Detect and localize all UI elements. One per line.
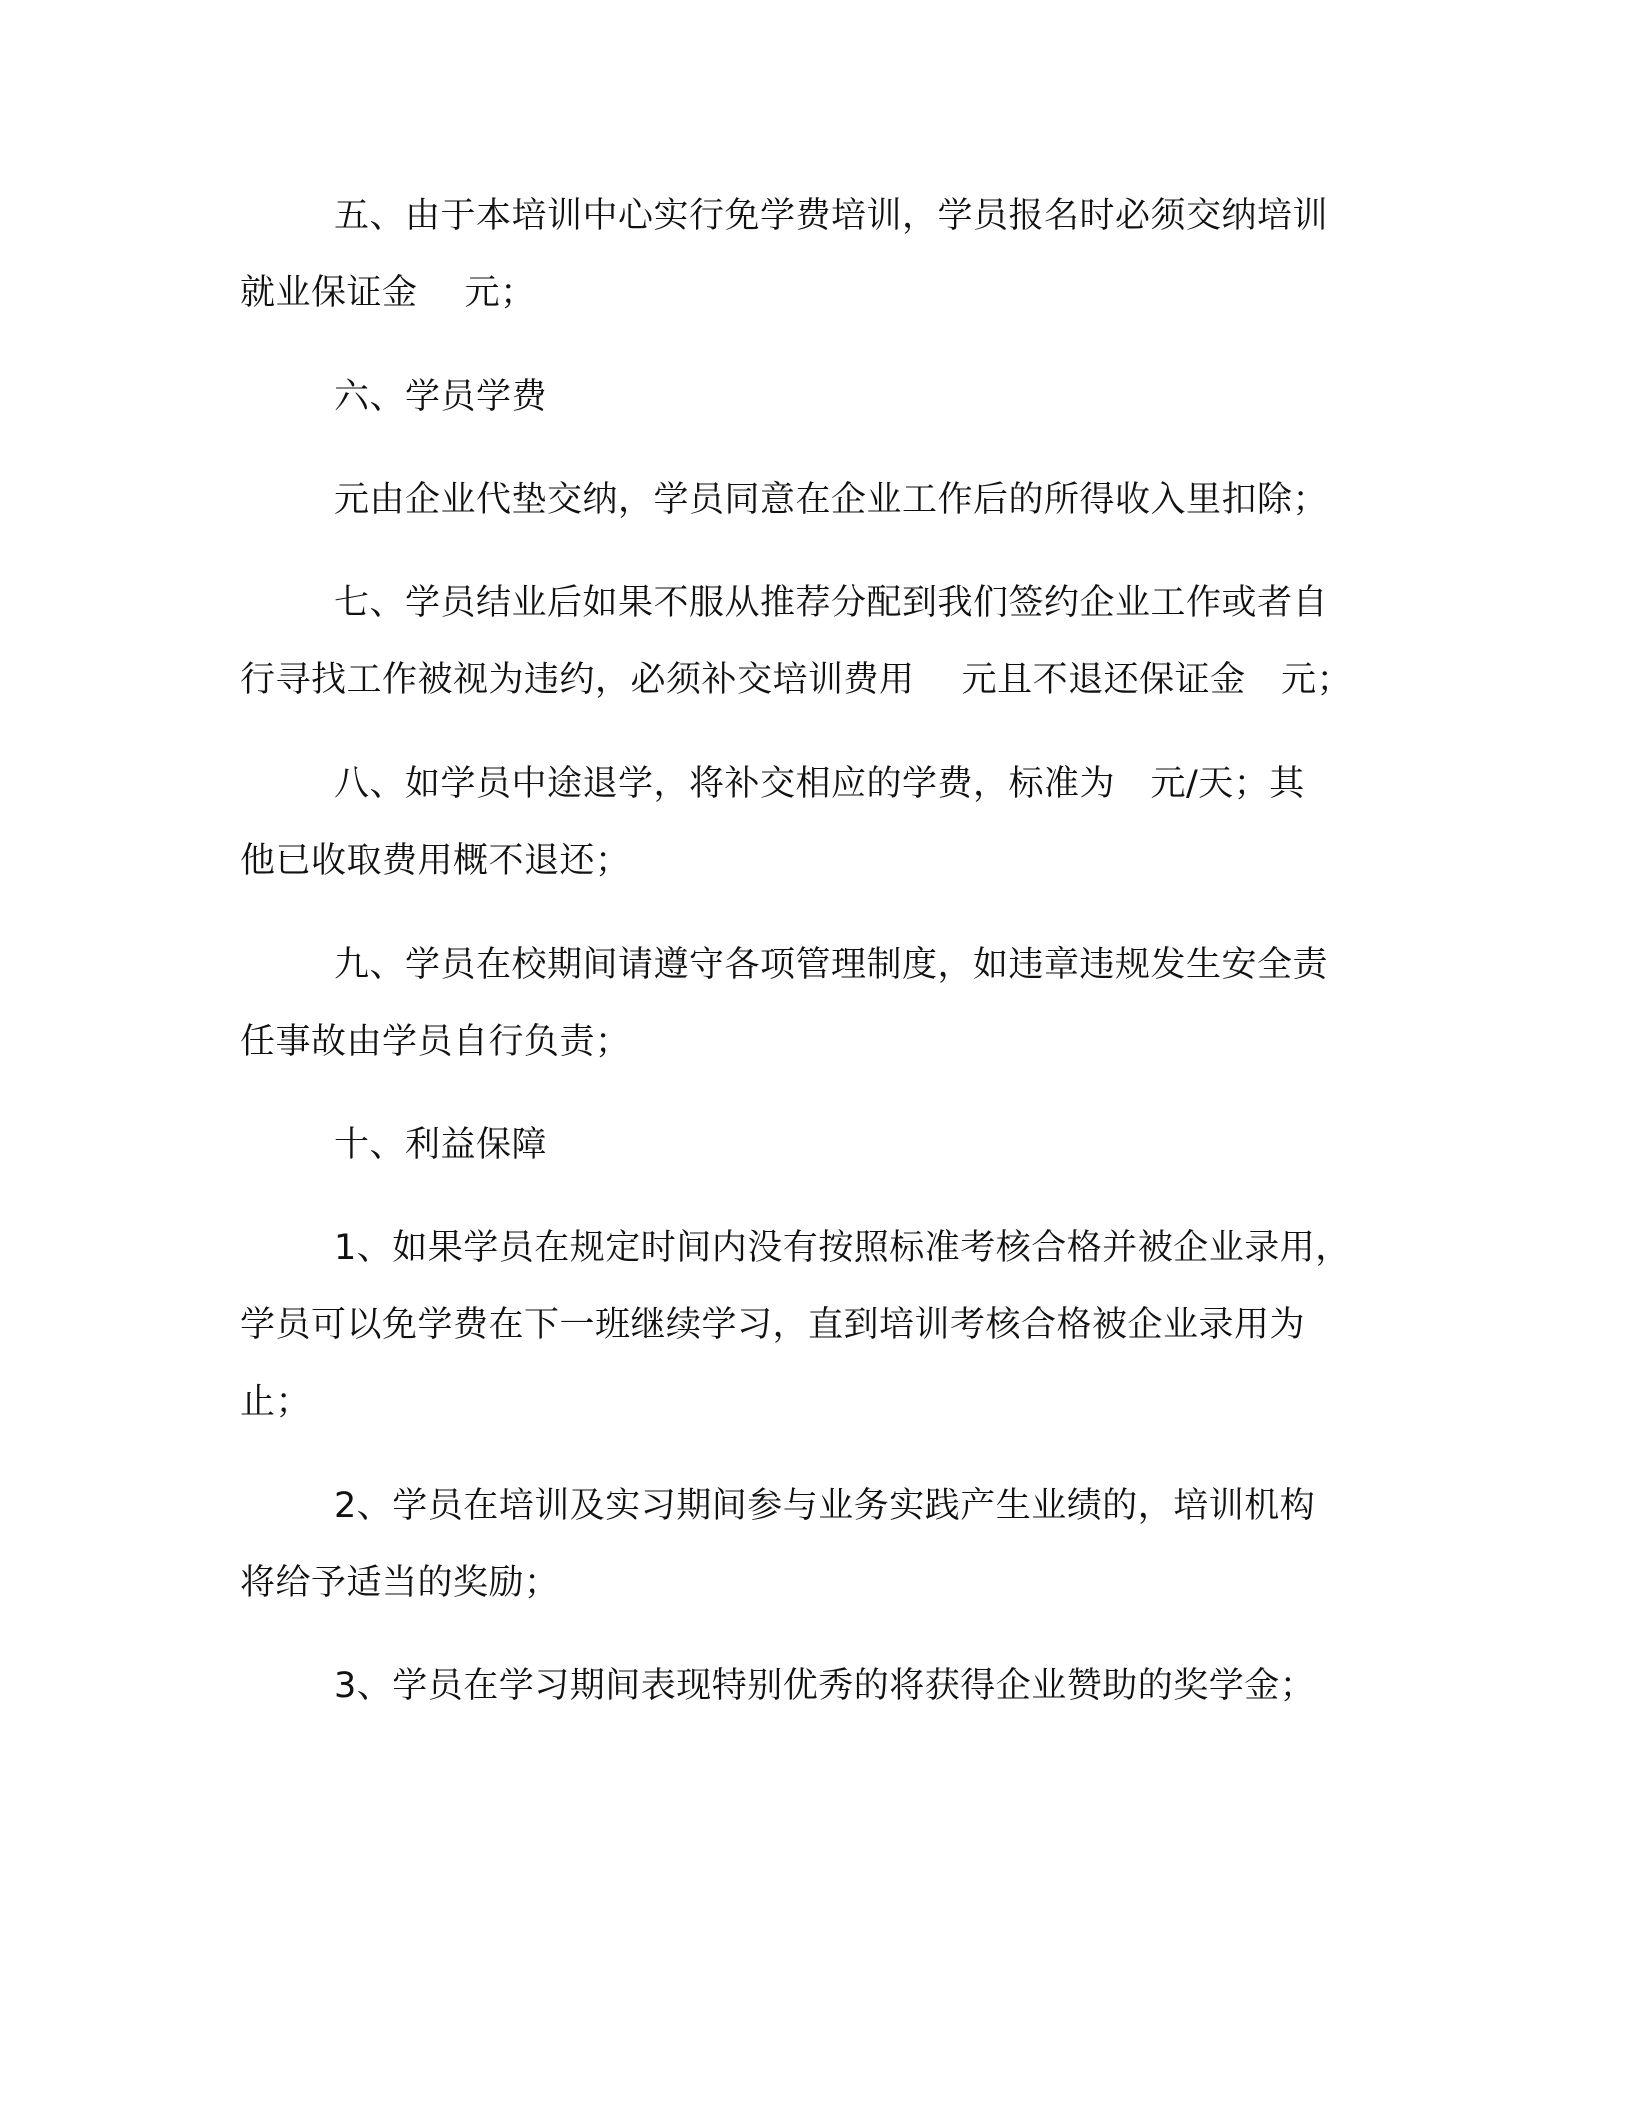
paragraph-line: 就业保证金 元； <box>240 273 536 313</box>
paragraph-line: 将给予适当的奖励； <box>240 1563 560 1603</box>
paragraph-item-5 <box>0 178 1632 332</box>
paragraph-line: 1、如果学员在规定时间内没有按照标准考核合格并被企业录用， <box>334 1228 1351 1268</box>
paragraph-item-10-2 <box>0 1468 1632 1622</box>
paragraph-item-10 <box>0 1107 1632 1184</box>
paragraph-line: 学员可以免学费在下一班继续学习，直到培训考核合格被企业录用为 <box>240 1305 1306 1345</box>
paragraph-item-9 <box>0 927 1632 1081</box>
paragraph-line: 他已收取费用概不退还； <box>240 841 631 881</box>
paragraph-line: 3、学员在学习期间表现特别优秀的将获得企业赞助的奖学金； <box>334 1666 1316 1706</box>
paragraph-item-10-3 <box>0 1648 1632 1725</box>
paragraph-item-6 <box>0 359 1632 436</box>
paragraph-item-10-1 <box>0 1210 1632 1441</box>
paragraph-item-7 <box>0 565 1632 719</box>
paragraph-line: 五、由于本培训中心实行免学费培训，学员报名时必须交纳培训 <box>334 196 1329 236</box>
paragraph-item-6-continued <box>0 462 1632 539</box>
paragraph-item-8 <box>0 746 1632 900</box>
paragraph-line: 六、学员学费 <box>334 377 548 417</box>
paragraph-line: 八、如学员中途退学，将补交相应的学费，标准为 元/天；其 <box>334 764 1305 804</box>
paragraph-line: 九、学员在校期间请遵守各项管理制度，如违章违规发生安全责 <box>334 945 1329 985</box>
paragraph-line: 七、学员结业后如果不服从推荐分配到我们签约企业工作或者自 <box>334 583 1329 623</box>
paragraph-line: 2、学员在培训及实习期间参与业务实践产生业绩的，培训机构 <box>334 1486 1316 1526</box>
paragraph-line: 十、利益保障 <box>334 1125 548 1165</box>
paragraph-line: 元由企业代垫交纳，学员同意在企业工作后的所得收入里扣除； <box>334 480 1329 520</box>
paragraph-line: 任事故由学员自行负责； <box>240 1022 631 1062</box>
paragraph-line: 行寻找工作被视为违约，必须补交培训费用 元且不退还保证金 元； <box>240 660 1353 700</box>
paragraph-line: 止； <box>240 1382 312 1422</box>
